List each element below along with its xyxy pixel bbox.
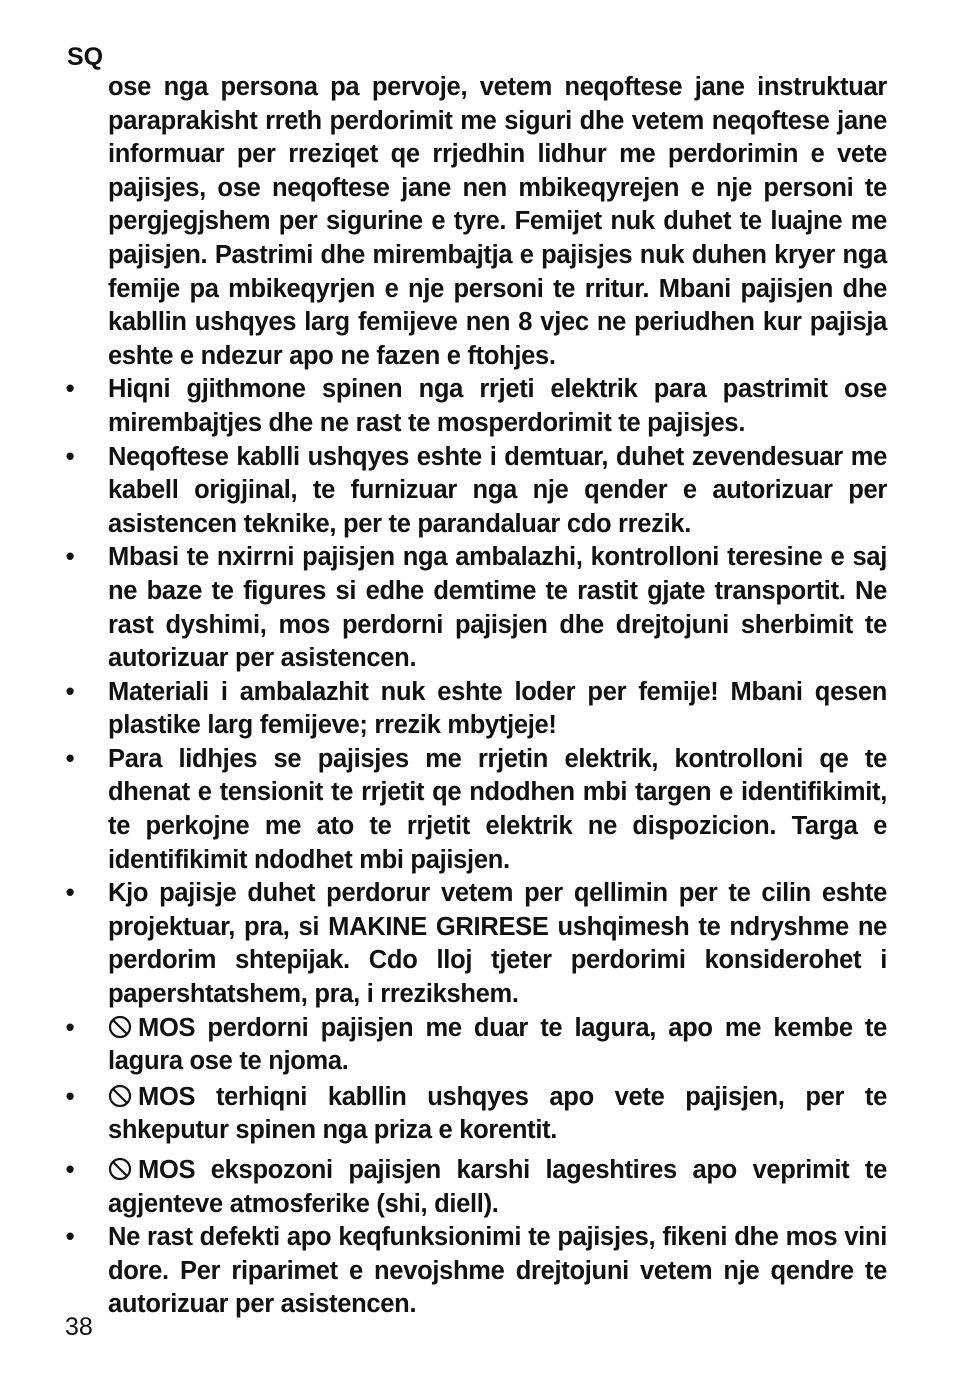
list-item-text: Materiali i ambalazhit nuk eshte loder per femije! Mbani qesen plastike larg femijeve; rrezik mbytjeje! xyxy=(108,677,887,740)
list-item xyxy=(65,877,887,1011)
list-item-text: Ne rast defekti apo keqfunksionimi te pajisjes, fikeni dhe mos vini dore. Per riparimet e nevojshme drejtojuni vetem nje qendre te autorizuar per asistencen. xyxy=(108,1223,887,1319)
list-item-prohibited xyxy=(65,1081,887,1148)
bullet-icon: • xyxy=(65,1223,75,1252)
bullet-icon: • xyxy=(65,1082,75,1111)
list-item-text: Hiqni gjithmone spinen nga rrjeti elektrik para pastrimit ose mirembajtjes dhe ne rast te mosperdorimit te pajisjes. xyxy=(108,375,887,437)
list-item xyxy=(65,676,887,743)
prohibited-icon xyxy=(108,1015,132,1039)
list-item-text: Neqoftese kablli ushqyes eshte i demtuar, duhet zevendesuar me kabell origjinal, te furnizuar nga nje qender e autorizuar per asistencen teknike, per te parandaluar cdo rrezik. xyxy=(108,442,887,538)
bullet-icon: • xyxy=(65,1156,75,1184)
list-item xyxy=(65,441,887,542)
list-item-text: MOS perdorni pajisjen me duar te lagura, apo me kembe te lagura ose te njoma. xyxy=(108,1013,887,1076)
list-item xyxy=(65,541,887,675)
list-item-text: Kjo pajisje duhet perdorur vetem per qellimin per te cilin eshte projektuar, pra, si MAKINE GRIRESE ushqimesh te ndryshme ne perdorim shtepijak. Cdo lloj tjeter perdorimi konsiderohet i papershtatshem, pra, i rrezikshem. xyxy=(108,879,887,1009)
prohibited-icon xyxy=(108,1084,132,1108)
bullet-icon: • xyxy=(65,543,75,572)
bullet-icon: • xyxy=(65,1013,75,1042)
prohibited-icon xyxy=(108,1157,132,1181)
bullet-icon: • xyxy=(65,879,75,908)
intro-paragraph: ose nga persona pa pervoje, vetem neqoftese jane instruktuar paraprakisht rreth perdorimit me siguri dhe vetem neqoftese jane informuar per rreziqet qe rrjedhin lidhur me perdorimin e vete pajisjes, ose neqoftese jane nen mbikeqyrejen e nje personi te pergjegjshem per sigurine e tyre. Femijet nuk duhet te luajne me pajisjen. Pastrimi dhe mirembajtja e pajisjes nuk duhen kryer nga femije pa mbikeqyrjen e nje personi te rritur. Mbani pajisjen dhe kabllin ushqyes larg femijeve nen 8 vjec ne periudhen kur pajisja eshte e ndezur apo ne fazen e ftohjes. xyxy=(108,73,887,370)
bullet-icon: • xyxy=(65,744,75,773)
list-item-prohibited xyxy=(65,1154,887,1221)
bullet-icon: • xyxy=(65,677,75,706)
list-item-text: Mbasi te nxirrni pajisjen nga ambalazhi, kontrolloni teresine e saj ne baze te figures si edhe demtime te rastit gjate transportit. Ne rast dyshimi, mos perdorni pajisjen dhe drejtojuni sherbimit te autorizuar per asistencen. xyxy=(108,543,887,673)
list-item-text: MOS terhiqni kabllin ushqyes apo vete pajisjen, per te shkeputur spinen nga priza e korentit. xyxy=(108,1082,887,1145)
bullet-icon: • xyxy=(65,442,75,471)
bullet-icon: • xyxy=(65,375,75,404)
list-item xyxy=(65,373,887,440)
language-code: SQ xyxy=(67,43,104,71)
list-item-text: MOS ekspozoni pajisjen karshi lageshtires apo veprimit te agjenteve atmosferike (shi, diell). xyxy=(108,1156,887,1218)
list-item xyxy=(65,1221,887,1322)
safety-instructions xyxy=(65,71,887,1322)
page-number: 38 xyxy=(65,1313,93,1341)
list-item-prohibited xyxy=(65,1012,887,1079)
list-item xyxy=(65,743,887,877)
list-item-text: Para lidhjes se pajisjes me rrjetin elektrik, kontrolloni qe te dhenat e tensionit te rrjetit qe ndodhen mbi targen e identifikimit, te perkojne me ato te rrjetit elektrik ne dispozicion. Targa e identifikimit ndodhet mbi pajisjen. xyxy=(108,744,887,874)
